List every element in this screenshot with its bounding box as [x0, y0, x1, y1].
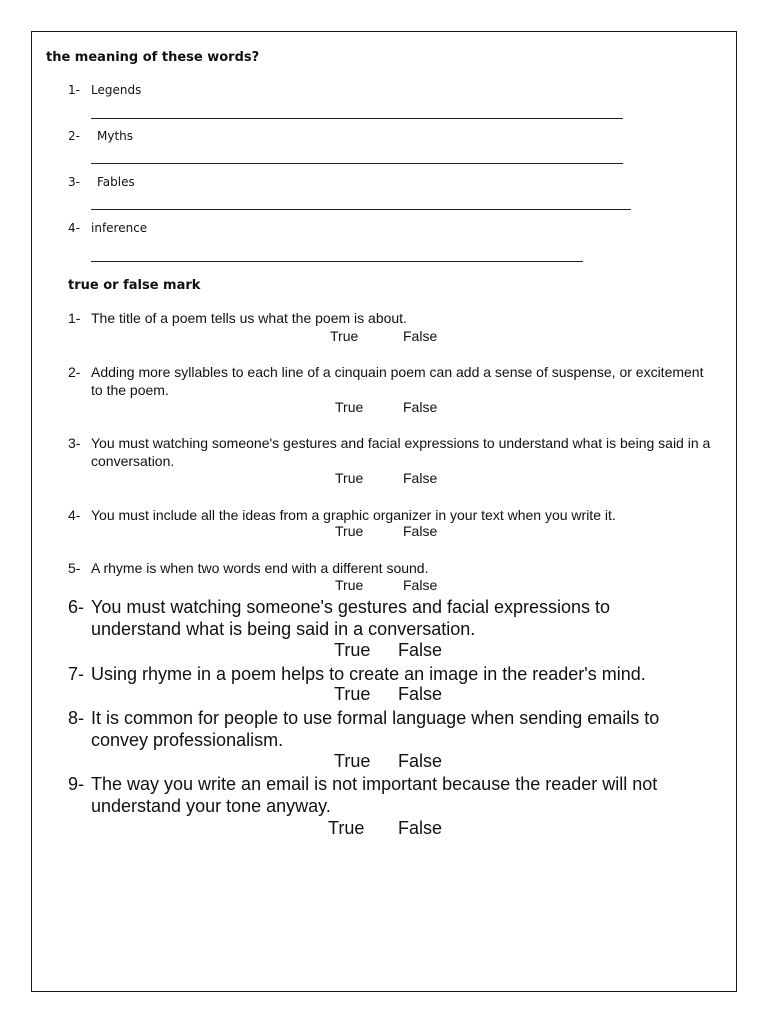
vocab-item-1-answer-line[interactable] — [91, 118, 623, 119]
question-6-number: 6- — [68, 597, 85, 617]
vocab-item-2-answer-line[interactable] — [91, 163, 623, 164]
vocab-item-3-number: 3- — [68, 175, 80, 189]
question-9-true-option[interactable]: True — [328, 818, 365, 838]
question-8-false-option[interactable]: False — [398, 751, 443, 771]
question-5-number: 5- — [68, 560, 81, 576]
question-7-number: 7- — [68, 664, 85, 684]
vocab-item-4-word: inference — [91, 221, 148, 235]
question-7-true-option[interactable]: True — [334, 684, 371, 704]
question-4-number: 4- — [68, 507, 81, 523]
vocab-item-1-word: Legends — [91, 83, 142, 97]
question-5-false-option[interactable]: False — [403, 577, 438, 593]
vocab-item-4-answer-line[interactable] — [91, 261, 583, 262]
vocab-item-3-word: Fables — [97, 175, 135, 189]
question-3-true-option[interactable]: True — [335, 470, 364, 486]
question-5-text: A rhyme is when two words end with a different sound. — [91, 560, 429, 576]
vocab-item-1-number: 1- — [68, 83, 80, 97]
question-3-text: You must watching someone's gestures and facial expressions to understand what is being said in a conversation. — [91, 435, 711, 469]
vocab-item-2-word: Myths — [97, 129, 134, 143]
vocab-item-2-number: 2- — [68, 129, 80, 143]
question-1-false-option[interactable]: False — [403, 328, 438, 344]
question-6-true-option[interactable]: True — [334, 640, 371, 660]
question-2-false-option[interactable]: False — [403, 399, 438, 415]
tf-heading: true or false mark — [68, 278, 201, 293]
vocab-item-3-answer-line[interactable] — [91, 209, 631, 210]
vocab-heading: the meaning of these words? — [46, 50, 260, 65]
question-4-true-option[interactable]: True — [335, 523, 364, 539]
question-2-true-option[interactable]: True — [335, 399, 364, 415]
question-3-number: 3- — [68, 435, 81, 451]
question-1-true-option[interactable]: True — [330, 328, 359, 344]
question-1-text: The title of a poem tells us what the poem is about. — [91, 310, 407, 326]
worksheet-page — [31, 31, 737, 992]
question-9-text: The way you write an email is not important because the reader will not understand your tone anyway. — [91, 774, 658, 816]
question-6-text: You must watching someone's gestures and facial expressions to understand what is being said in a conversation. — [91, 597, 611, 639]
question-9-number: 9- — [68, 774, 85, 794]
question-7-false-option[interactable]: False — [398, 684, 443, 704]
question-6-false-option[interactable]: False — [398, 640, 443, 660]
question-9-false-option[interactable]: False — [398, 818, 443, 838]
question-8-true-option[interactable]: True — [334, 751, 371, 771]
question-8-text: It is common for people to use formal language when sending emails to convey professionalism. — [91, 708, 660, 750]
question-7-text: Using rhyme in a poem helps to create an image in the reader's mind. — [91, 664, 646, 684]
question-2-text: Adding more syllables to each line of a cinquain poem can add a sense of suspense, or excitement to the poem. — [91, 364, 704, 398]
question-8-number: 8- — [68, 708, 85, 728]
question-4-text: You must include all the ideas from a graphic organizer in your text when you write it. — [91, 507, 616, 523]
vocab-item-4-number: 4- — [68, 221, 80, 235]
question-4-false-option[interactable]: False — [403, 523, 438, 539]
question-3-false-option[interactable]: False — [403, 470, 438, 486]
question-5-true-option[interactable]: True — [335, 577, 364, 593]
question-2-number: 2- — [68, 364, 81, 380]
question-1-number: 1- — [68, 310, 81, 326]
